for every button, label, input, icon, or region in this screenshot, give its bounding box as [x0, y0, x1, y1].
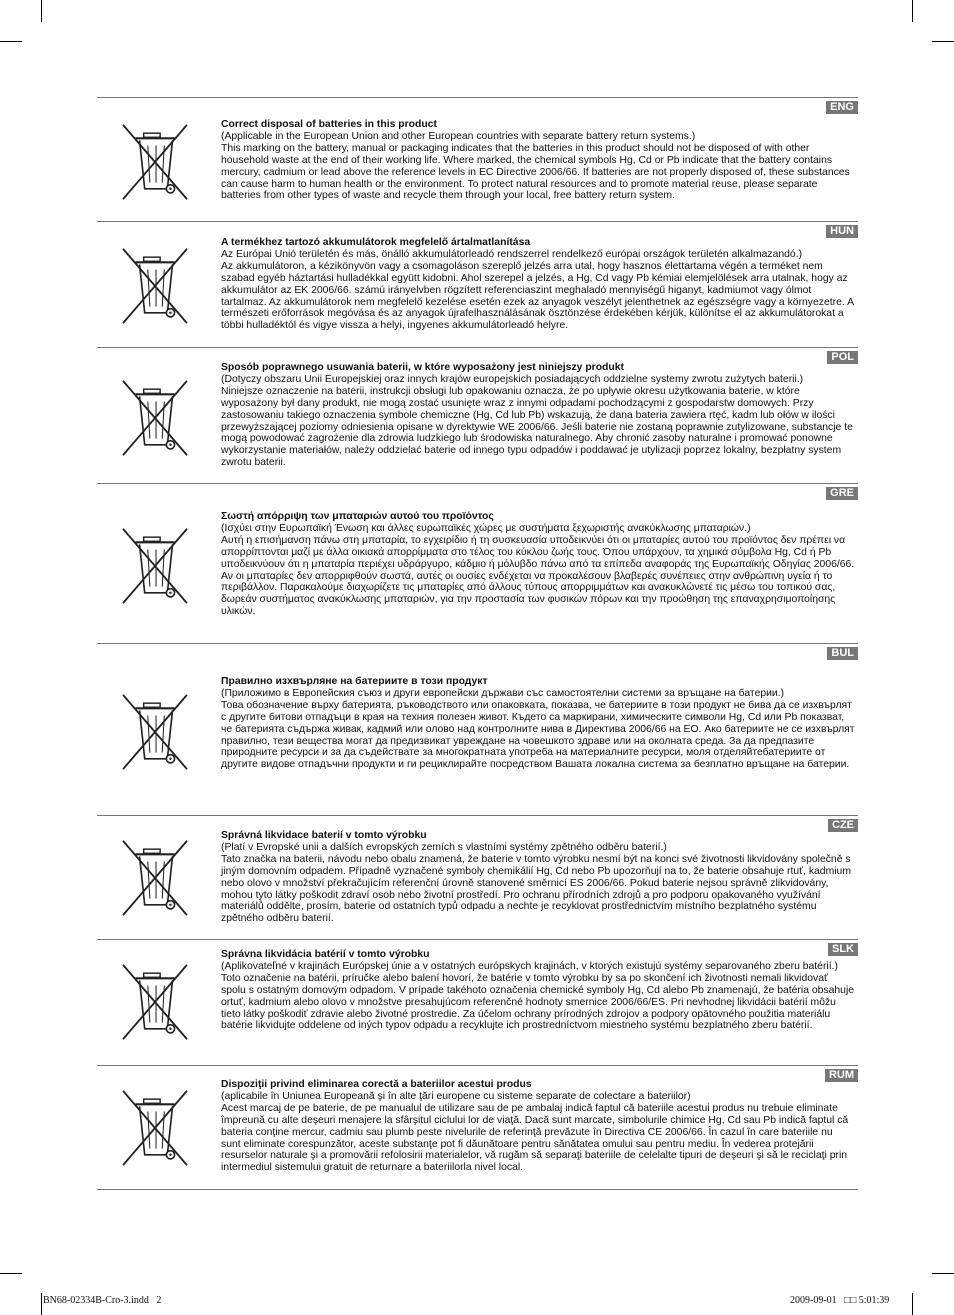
section-title: Dispoziţii privind eliminarea corectă a bateriilor acestui produs	[221, 1079, 532, 1090]
crossed-out-bin-icon	[121, 838, 189, 918]
crossed-out-bin-icon	[121, 962, 189, 1042]
section-title: Правилно изхвърляне на батериите в този продукт	[221, 676, 488, 687]
crop-mark	[932, 41, 954, 42]
section-title: Sposób poprawnego usuwania baterii, w które wyposażony jest niniejszy produkt	[221, 362, 624, 373]
section-body: (Applicable in the European Union and other European countries with separate battery return systems.) This marking on the battery, manual or packaging indicates that the batteries in this product should not be disposed of with other household waste at the end of their working life. Where marked, the chemical symbols Hg, Cd or Pb indicate that the battery contains mercury, cadmium or lead above the reference levels in EC Directive 2006/66. If batteries are not properly disposed of, these substances can cause harm to human health or the environment. To protect natural resources and to promote material reuse, please separate batteries from other types of waste and recycle them through your local, free battery return system.	[221, 130, 850, 202]
language-badge: POL	[827, 351, 858, 364]
section-text	[221, 949, 855, 1032]
crop-mark	[0, 1273, 22, 1274]
language-badge: HUN	[826, 225, 858, 238]
crop-mark	[0, 41, 22, 42]
section-title: Správna likvidácia batérií v tomto výrobku	[221, 949, 430, 960]
section-title: A termékhez tartozó akkumulátorok megfelelő ártalmatlanítása	[221, 237, 531, 248]
section-body: (Ισχύει στην Ευρωπαϊκή Ένωση και άλλες ευρωπαϊκές χώρες με συστήματα ξεχωριστής ανακύκλωσης μπαταριών.) Αυτή η επισήμανση πάνω στη μπαταρία, το εγχειρίδιο ή τη συσκευασία υποδεικνύει ότι οι μπαταρίες αυτού του προϊόντος δεν πρέπει να απορρίπτονται μαζί με άλλα οικιακά απορρίμματα στο τέλος του κύκλου ζωής τους. Όπου υπάρχουν, τα χημικά σύμβολα Hg, Cd ή Pb υποδεικνύουν ότι η μπαταρία περιέχει υδράργυρο, κάδμιο ή μόλυβδο πάνω από τα επίπεδα αναφοράς της Ευρωπαϊκής Οδηγίας 2006/66. Αν οι μπαταρίες δεν απορριφθούν σωστά, αυτές οι ουσίες ενδέχεται να προκαλέσουν βλαβερές συνέπειες στην ανθρώπινη υγεία ή το περιβάλλον. Παρακαλούμε διαχωρίζετε τις μπαταρίες από άλλους τύπους απορριμμάτων και ανακυκλώνετέ τις μέσω του τοπικού σας, δωρεάν συστήματος ανακύκλωσης μπαταριών, για την προστασία των φυσικών πόρων και την προώθηση της επαναχρησιμοποίησης υλικών.	[221, 522, 855, 618]
section-body: (aplicabile în Uniunea Europeană şi în alte ţări europene cu sisteme separate de colectare a bateriilor) Acest marcaj de pe baterie, de pe manualul de utilizare sau de pe ambalaj indică faptul că bateriile acestui produs nu trebuie eliminate împreună cu alte deşeuri menajere la sfârşitul ciclului lor de viaţă. Dacă sunt marcate, simbolurile chimice Hg, Cd sau Pb indică faptul că bateria conţine mercur, cadmiu sau plumb peste nivelurile de referinţă prevăzute în Directiva CE 2006/66. În cazul în care bateriile nu sunt eliminate corespunzător, aceste substanţe pot fi dăunătoare pentru sănătatea omului sau pentru mediu. În vederea protejării resurselor naturale şi a promovării refolosirii materialelor, vă rugăm să separaţi bateriile de celelalte tipuri de deşeuri şi să le reciclaţi prin intermediul sistemului gratuit de returnare a bateriilorla nivel local.	[221, 1090, 849, 1174]
section-text	[221, 830, 855, 925]
section-title: Správná likvidace baterií v tomto výrobku	[221, 830, 427, 841]
section-text	[221, 1079, 855, 1174]
crossed-out-bin-icon	[121, 692, 189, 772]
section-slk	[97, 939, 858, 1066]
crop-mark	[41, 1293, 42, 1315]
section-gre	[97, 483, 858, 644]
section-title: Σωστή απόρριψη των μπαταριών αυτού του προϊόντος	[221, 511, 494, 522]
crossed-out-bin-icon	[121, 1088, 189, 1168]
language-badge: ENG	[826, 101, 858, 114]
footer-timestamp: 2009-09-01 □□ 5:01:39	[790, 1295, 890, 1306]
language-badge: RUM	[825, 1069, 858, 1082]
section-body: (Aplikovateľné v krajinách Európskej únie a v ostatných európskych krajinách, v ktorých existujú systémy separovaného zberu batérií.) Toto označenie na batérii, príručke alebo balení hovorí, že batérie v tomto výrobku by sa po skončení ich životnosti nemali likvidovať spolu s ostatným domovým odpadom. V prípade takéhoto označenia chemické symboly Hg, Cd alebo Pb znamenajú, že batéria obsahuje ortuť, kadmium alebo olovo v množstve presahujúcom referenčné hodnoty smernice 2006/66/ES. Pri nevhodnej likvidácii batérií môžu tieto látky poškodiť zdravie alebo životné prostredie. Za účelom ochrany prírodných zdrojov a podpory opätovného použitia materiálu batérie likvidujte oddelene od iných typov odpadu a recyklujte ich prostredníctvom miestneho systému bezplatného zberu batérií.	[221, 960, 855, 1032]
section-bul	[97, 643, 858, 816]
section-hun	[97, 221, 858, 348]
crop-mark	[41, 0, 42, 22]
section-text	[221, 676, 855, 771]
section-body: (Dotyczy obszaru Unii Europejskiej oraz innych krajów europejskich posiadających oddzielne systemy zwrotu zużytych baterii.) Niniejsze oznaczenie na baterii, instrukcji obsługi lub opakowaniu oznacza, że po upływie okresu użytkowania baterie, w które wyposażony był dany produkt, nie mogą zostać usunięte wraz z innymi odpadami pochodzącymi z gospodarstw domowych. Przy zastosowaniu takiego oznaczenia symbole chemiczne (Hg, Cd lub Pb) wskazują, że dana bateria zawiera rtęć, kadm lub ołów w ilości przewyższającej poziomy odniesienia opisane w dyrektywie WE 2006/66. Jeśli baterie nie zostaną poprawnie zutylizowane, substancje te mogą powodować zagrożenie dla zdrowia ludzkiego lub środowiska naturalnego. Aby chronić zasoby naturalne i promować ponowne wykorzystanie materiałów, należy oddzielać baterie od innego typu odpadów i poddawać je utylizacji poprzez lokalny, bezpłatny system zwrotu baterii.	[221, 373, 853, 469]
crossed-out-bin-icon	[121, 526, 189, 606]
section-title: Correct disposal of batteries in this product	[221, 119, 437, 130]
crop-mark	[912, 0, 913, 22]
footer-file-name: BN68-02334B-Cro-3.indd 2	[43, 1295, 162, 1306]
crossed-out-bin-icon	[121, 122, 189, 202]
language-badge: CZE	[828, 819, 858, 832]
section-eng	[97, 97, 858, 222]
section-body: Az Európai Unió területén és más, önálló akkumulátorleadó rendszerrel rendelkező európai országok területén alkalmazandó.) Az akkumulátoron, a kézikönyvön vagy a csomagoláson szereplő jelzés arra utal, hogy hasznos élettartama végén a terméket nem szabad egyéb háztartási hulladékkal együtt kidobni. Ahol szerepel a jelzés, a Hg, Cd vagy Pb kémiai elemjelölések arra utalnak, hogy az akkumulátor az EK 2006/66. számú irányelvben rögzített referenciaszint meghaladó mennyiségű higanyt, kadmiumot vagy ólmot tartalmaz. Az akkumulátorok nem megfelelő kezelése esetén ezek az anyagok veszélyt jelenthetnek az egészségre vagy a környezetre. A természeti erőforrások megóvása és az anyagok újrafelhasználásának ösztönzése érdekében kérjük, különítse el az akkumulátorokat a többi hulladéktól és vigye vissza a helyi, ingyenes akkumulátorleadó helyre.	[221, 248, 854, 332]
section-rum	[97, 1065, 858, 1190]
section-text	[221, 119, 855, 202]
crossed-out-bin-icon	[121, 378, 189, 458]
section-pol	[97, 347, 858, 484]
section-body: (Platí v Evropské unii a dalších evropských zemích s vlastními systémy zpětného odběru baterií.) Tato značka na baterii, návodu nebo obalu znamená, že baterie v tomto výrobku nesmí být na konci své životnosti likvidovány společně s jiným domovním odpadem. Případně vyznačené symboly chemikálií Hg, Cd nebo Pb upozorňují na to, že baterie obsahuje rtuť, kadmium nebo olovo v množství překračujícím referenční úrovně stanovené směrnicí ES 2006/66. Pokud baterie nejsou správně zlikvidovány, mohou tyto látky poškodit zdraví osob nebo životní prostředí. Pro ochranu přírodních zdrojů a pro podporu opakovaného využívání materiálů oddělte, prosím, baterie od ostatních typů odpadu a nechte je recyklovat prostřednictvím místního bezplatného systému zpětného odběru baterií.	[221, 841, 851, 925]
section-cze	[97, 815, 858, 940]
crossed-out-bin-icon	[121, 246, 189, 326]
language-badge: SLK	[828, 943, 858, 956]
crop-mark	[932, 1273, 954, 1274]
section-text	[221, 237, 855, 332]
crop-mark	[912, 1293, 913, 1315]
section-text	[221, 362, 855, 469]
language-badge: BUL	[827, 647, 858, 660]
section-body: (Приложимо в Европейския съюз и други европейски държави със самостоятелни системи за връщане на батерии.) Това обозначение върху батерията, ръководството или опаковката, показва, че батериите в този продукт не бива да се изхвърлят с другите битови отпадъци в края на техния полезен живот. Където са маркирани, химическите символи Hg, Cd или Pb показват, че батерията съдържа живак, кадмий или олово над контролните нива в Директива 2006/66 на ЕО. Ако батериите не се изхвърлят правилно, тези вещества могат да предизвикат увреждане на човешкото здраве или на околната среда. За да предпазите природните ресурси и за да съдействате за многократната употреба на материалните ресурси, моля отделяйтебатериите от другите видове отпадъчни продукти и ги рециклирайте посредством Вашата локална система за безплатно връщане на батерии.	[221, 687, 855, 771]
section-text	[221, 511, 855, 618]
language-badge: GRE	[826, 487, 858, 500]
